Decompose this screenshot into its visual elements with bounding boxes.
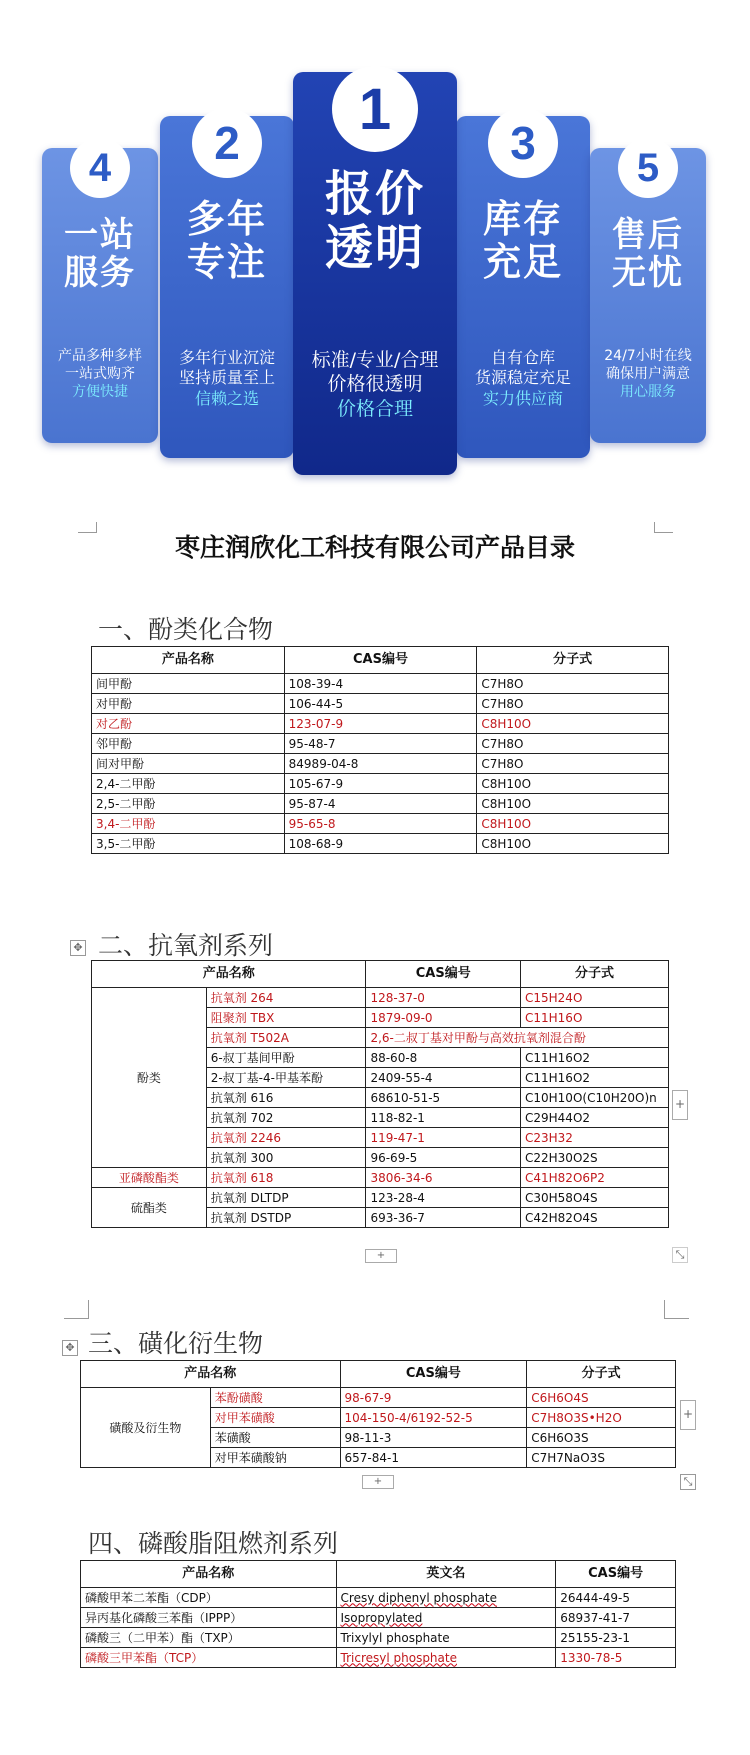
table-header-row xyxy=(92,961,669,988)
table-row: 磺酸及衍生物 苯酚磺酸 98-67-9 C6H6O4S xyxy=(81,1388,676,1408)
add-row-button[interactable]: + xyxy=(362,1475,394,1489)
sulfonation-table xyxy=(80,1360,676,1468)
table-row: 苯磺酸 98-11-3 C6H6O3S xyxy=(81,1428,676,1448)
header-cell: 产品名称 xyxy=(92,961,366,988)
table-row: 2,4-二甲酚 105-67-9 C8H10O xyxy=(92,774,669,794)
feature-card-3 xyxy=(456,116,590,458)
table-move-handle-icon[interactable]: ✥ xyxy=(70,940,86,956)
feature-card-4 xyxy=(42,145,158,443)
card-title: 报价 透明 xyxy=(324,166,425,276)
table-row: 抗氧剂 616 68610-51-5 C10H10O(C10H20O)n xyxy=(92,1088,669,1108)
card-number: 4 xyxy=(70,138,130,198)
header-cell: CAS编号 xyxy=(340,1361,527,1388)
feature-card-1 xyxy=(293,72,457,475)
page-corner-mark xyxy=(664,1300,689,1319)
table-row: 间甲酚 108-39-4 C7H8O xyxy=(92,674,669,694)
table-row: 2,5-二甲酚 95-87-4 C8H10O xyxy=(92,794,669,814)
header-cell: 分子式 xyxy=(527,1361,676,1388)
header-cell: 英文名 xyxy=(336,1561,556,1588)
page-corner-mark xyxy=(64,1300,89,1319)
header-cell: CAS编号 xyxy=(366,961,521,988)
card-title: 售后 无忧 xyxy=(612,215,684,294)
card-subtitle: 自有仓库 货源稳定充足 实力供应商 xyxy=(474,348,571,408)
table-row: 抗氧剂 DSTDP 693-36-7 C42H82O4S xyxy=(92,1208,669,1228)
card-number: 2 xyxy=(192,108,262,178)
table-header-row xyxy=(81,1361,676,1388)
table-header-row xyxy=(92,647,669,674)
table-row: 3,5-二甲酚 108-68-9 C8H10O xyxy=(92,834,669,854)
card-number: 5 xyxy=(618,138,678,198)
table-row: 亚磷酸酯类 抗氧剂 618 3806-34-6 C41H82O6P2 xyxy=(92,1168,669,1188)
group-cell: 磺酸及衍生物 xyxy=(81,1388,211,1468)
table-row: 磷酸三（二甲苯）酯（TXP） Trixylyl phosphate 25155-23-1 xyxy=(81,1628,676,1648)
table-row: 抗氧剂 2246 119-47-1 C23H32 xyxy=(92,1128,669,1148)
table-row: 磷酸三甲苯酯（TCP） Tricresyl phosphate 1330-78-5 xyxy=(81,1648,676,1668)
card-title: 多年 专注 xyxy=(186,197,267,284)
flame-retardant-table xyxy=(80,1560,676,1668)
add-row-button[interactable]: + xyxy=(365,1249,397,1263)
add-column-button[interactable]: + xyxy=(672,1090,688,1120)
table-move-handle-icon[interactable]: ✥ xyxy=(62,1340,78,1356)
header-cell: 产品名称 xyxy=(81,1561,337,1588)
card-number: 1 xyxy=(332,66,418,152)
group-cell: 亚磷酸酯类 xyxy=(92,1168,207,1188)
card-subtitle: 标准/专业/合理 价格很透明 价格合理 xyxy=(311,349,439,420)
table-row: 对乙酚 123-07-9 C8H10O xyxy=(92,714,669,734)
section-2-title: 二、抗氧剂系列 xyxy=(98,931,274,960)
card-number: 3 xyxy=(488,108,558,178)
card-subtitle: 多年行业沉淀 坚持质量至上 信赖之选 xyxy=(178,348,275,408)
table-row: 对甲酚 106-44-5 C7H8O xyxy=(92,694,669,714)
table-resize-icon[interactable]: ⤡ xyxy=(680,1474,696,1490)
card-title: 库存 充足 xyxy=(482,197,563,284)
feature-banner xyxy=(0,0,750,500)
table-header-row xyxy=(81,1561,676,1588)
table-row: 磷酸甲苯二苯酯（CDP） Cresy diphenyl phosphate 26444-49-5 xyxy=(81,1588,676,1608)
table-row: 对甲苯磺酸 104-150-4/6192-52-5 C7H8O3S•H2O xyxy=(81,1408,676,1428)
table-row: 抗氧剂 T502A 2,6-二叔丁基对甲酚与高效抗氧剂混合酚 xyxy=(92,1028,669,1048)
group-cell: 硫酯类 xyxy=(92,1188,207,1228)
table-row: 硫酯类 抗氧剂 DLTDP 123-28-4 C30H58O4S xyxy=(92,1188,669,1208)
table-resize-icon[interactable]: ⤡ xyxy=(672,1247,688,1263)
header-cell: CAS编号 xyxy=(284,647,477,674)
feature-card-2 xyxy=(160,116,294,458)
table-row: 3,4-二甲酚 95-65-8 C8H10O xyxy=(92,814,669,834)
table-row: 阻聚剂 TBX 1879-09-0 C11H16O xyxy=(92,1008,669,1028)
group-cell: 酚类 xyxy=(92,988,207,1168)
table-row: 抗氧剂 300 96-69-5 C22H30O2S xyxy=(92,1148,669,1168)
table-row: 间对甲酚 84989-04-8 C7H8O xyxy=(92,754,669,774)
phenol-table xyxy=(91,646,669,854)
header-cell: 产品名称 xyxy=(81,1361,341,1388)
table-row: 2-叔丁基-4-甲基苯酚 2409-55-4 C11H16O2 xyxy=(92,1068,669,1088)
header-cell: CAS编号 xyxy=(556,1561,676,1588)
card-subtitle: 24/7小时在线 确保用户满意 用心服务 xyxy=(604,348,692,400)
header-cell: 分子式 xyxy=(477,647,669,674)
table-row: 6-叔丁基间甲酚 88-60-8 C11H16O2 xyxy=(92,1048,669,1068)
section-3-title: 三、磺化衍生物 xyxy=(88,1329,264,1358)
document-title: 枣庄润欣化工科技有限公司产品目录 xyxy=(174,533,575,562)
card-title: 一站 服务 xyxy=(64,215,136,294)
add-column-button[interactable]: + xyxy=(680,1400,696,1430)
table-row: 异丙基化磷酸三苯酯（IPPP） Isopropylated 68937-41-7 xyxy=(81,1608,676,1628)
table-row: 酚类 抗氧剂 264 128-37-0 C15H24O xyxy=(92,988,669,1008)
section-1-title: 一、酚类化合物 xyxy=(98,615,274,644)
table-row: 对甲苯磺酸钠 657-84-1 C7H7NaO3S xyxy=(81,1448,676,1468)
table-row: 抗氧剂 702 118-82-1 C29H44O2 xyxy=(92,1108,669,1128)
antioxidant-table xyxy=(91,960,669,1228)
feature-card-5 xyxy=(590,145,706,443)
header-cell: 产品名称 xyxy=(92,647,285,674)
section-4-title: 四、磷酸脂阻燃剂系列 xyxy=(88,1529,339,1558)
header-cell: 分子式 xyxy=(521,961,669,988)
card-subtitle: 产品多种多样 一站式购齐 方便快捷 xyxy=(58,348,142,400)
table-row: 邻甲酚 95-48-7 C7H8O xyxy=(92,734,669,754)
